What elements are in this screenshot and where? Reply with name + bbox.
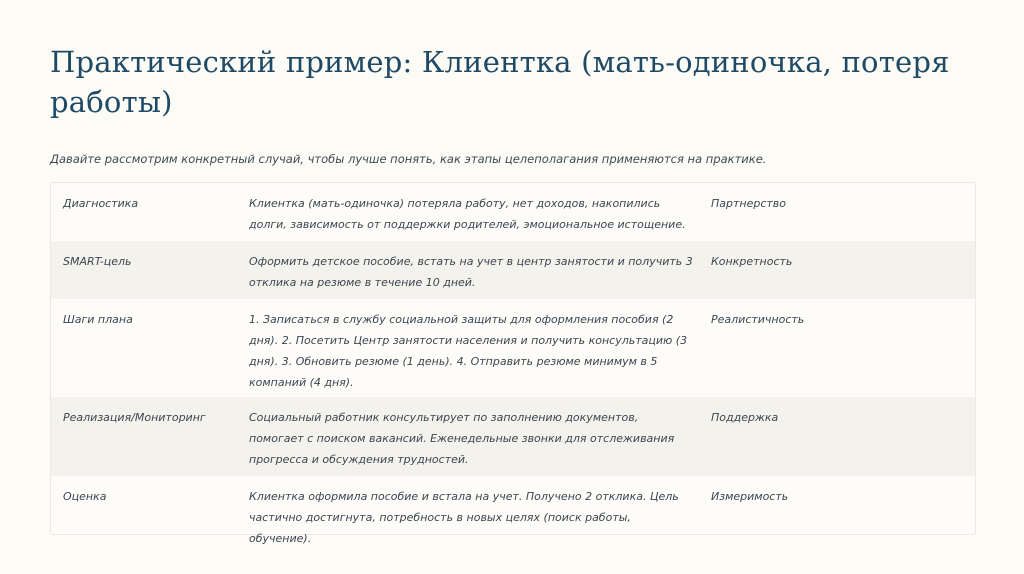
stage-cell: Шаги плана [63, 313, 133, 326]
page-title: Практический пример: Клиентка (мать-одиночка, потеря работы) [50, 45, 950, 119]
intro-text: Давайте рассмотрим конкретный случай, чтобы лучше понять, как этапы целеполагания применяются на практике. [50, 152, 767, 166]
description-cell: Клиентка (мать-одиночка) потеряла работу, нет доходов, накопились долги, зависимость от поддержки родителей, эмоциональное истощение. [249, 197, 686, 231]
description-cell: Социальный работник консультирует по заполнению документов, помогает с поиском вакансий. Еженедельные звонки для отслеживания прогресса и обсуждения трудностей. [249, 411, 675, 466]
principle-cell: Партнерство [711, 197, 787, 210]
table-row [51, 476, 975, 545]
case-table [50, 182, 976, 545]
principle-cell: Конкретность [711, 255, 793, 268]
principle-cell: Поддержка [711, 411, 779, 424]
table-row [51, 299, 975, 397]
principle-cell: Реалистичность [711, 313, 805, 326]
stage-cell: SMART-цель [63, 255, 132, 268]
stage-cell: Диагностика [63, 197, 139, 210]
stage-cell: Оценка [63, 490, 107, 503]
principle-cell: Измеримость [711, 490, 789, 503]
description-cell: Клиентка оформила пособие и встала на учет. Получено 2 отклика. Цель частично достигнута, потребность в новых целях (поиск работы, обучение). [249, 490, 679, 545]
table-row [51, 241, 975, 299]
description-cell: Оформить детское пособие, встать на учет в центр занятости и получить 3 отклика на резюме в течение 10 дней. [249, 255, 693, 289]
table-row [51, 397, 975, 476]
description-cell: 1. Записаться в службу социальной защиты для оформления пособия (2 дня). 2. Посетить Центр занятости населения и получить консультацию (3 дня). 3. Обновить резюме (1 день). 4. Отправить резюме минимум в 5 компаний (4 дня). [249, 313, 688, 389]
table-row [51, 183, 975, 241]
stage-cell: Реализация/Мониторинг [63, 411, 206, 424]
